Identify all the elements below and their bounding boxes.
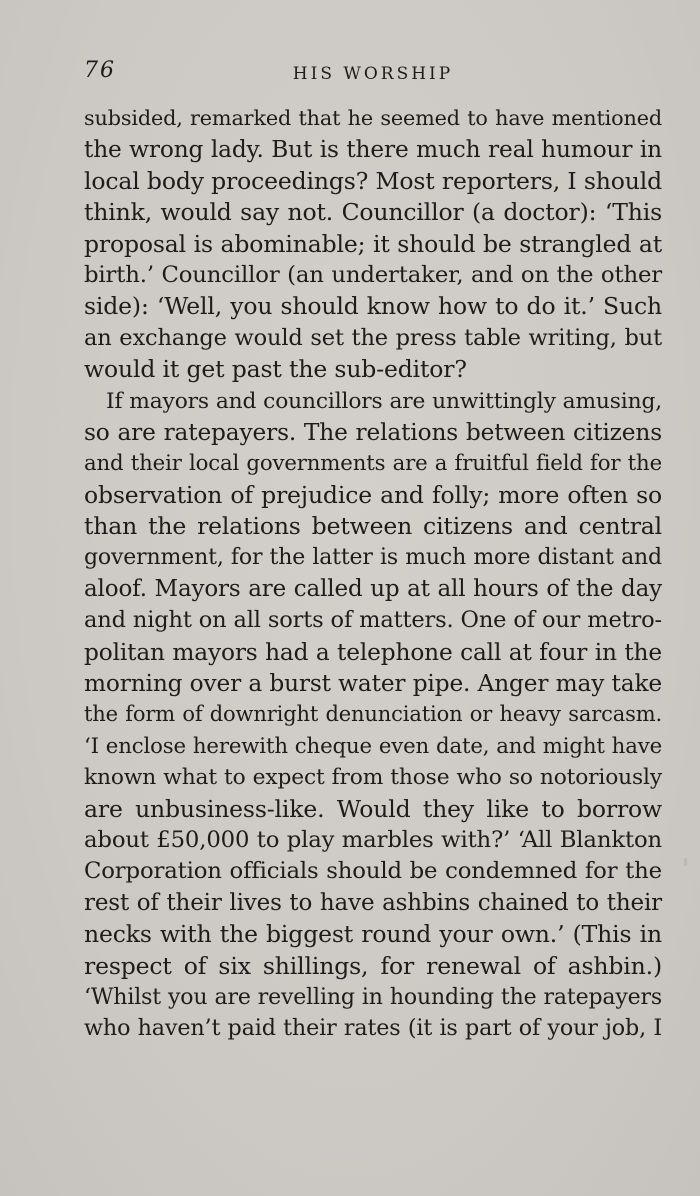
body-text	[84, 103, 662, 1045]
text-line: subsided, remarked that he seemed to have mentioned	[84, 106, 662, 130]
text-line: the form of downright denunciation or heavy sarcasm.	[84, 702, 662, 727]
text-line: an exchange would set the press table writing, but	[84, 324, 662, 351]
text-line: than the relations between citizens and central	[84, 512, 662, 541]
running-head: HIS WORSHIP	[292, 64, 454, 84]
text-line: government, for the latter is much more distant and	[84, 545, 662, 571]
text-line: the wrong lady. But is there much real humour in	[84, 136, 662, 164]
text-line: side): ‘Well, you should know how to do it.’ Such	[84, 292, 662, 321]
text-line: known what to expect from those who so notoriously	[84, 765, 662, 791]
text-line: think, would say not. Councillor (a doctor): ‘This	[84, 198, 662, 227]
text-line: ‘Whilst you are revelling in hounding the ratepayers	[84, 984, 662, 1010]
paper-speck	[684, 858, 687, 866]
text-line: observation of prejudice and folly; more often so	[84, 480, 662, 509]
text-line: proposal is abominable; it should be strangled at	[84, 229, 662, 258]
text-line: so are ratepayers. The relations between citizens	[84, 418, 662, 446]
paragraph-start-line: If mayors and councillors are unwittingly amusing,	[106, 388, 662, 414]
text-line: who haven’t paid their rates (it is part of your job, I	[84, 1015, 662, 1042]
text-line: respect of six shillings, for renewal of ashbin.)	[84, 951, 662, 980]
text-line: and night on all sorts of matters. One of our metro-	[84, 607, 662, 634]
text-line: and their local governments are a fruitful field for the	[84, 451, 662, 477]
paragraph-end-line: would it get past the sub-editor?	[84, 355, 467, 384]
text-line: rest of their lives to have ashbins chained to their	[84, 889, 662, 916]
text-line: necks with the biggest round your own.’ (This in	[84, 920, 662, 949]
text-line: politan mayors had a telephone call at four in the	[84, 638, 662, 666]
text-line: Corporation officials should be condemned for the	[84, 858, 662, 885]
page-header	[84, 58, 662, 90]
text-line: about £50,000 to play marbles with?’ ‘All Blankton	[84, 826, 662, 853]
text-line: ‘I enclose herewith cheque even date, and might have	[84, 733, 662, 759]
text-line: local body proceedings? Most reporters, I should	[84, 166, 662, 195]
text-line: birth.’ Councillor (an undertaker, and on the other	[84, 261, 662, 288]
text-line: morning over a burst water pipe. Anger may take	[84, 670, 662, 698]
text-line: are unbusiness-like. Would they like to borrow	[84, 794, 662, 823]
page-number: 76	[84, 58, 116, 83]
text-line: aloof. Mayors are called up at all hours of the day	[84, 575, 662, 602]
